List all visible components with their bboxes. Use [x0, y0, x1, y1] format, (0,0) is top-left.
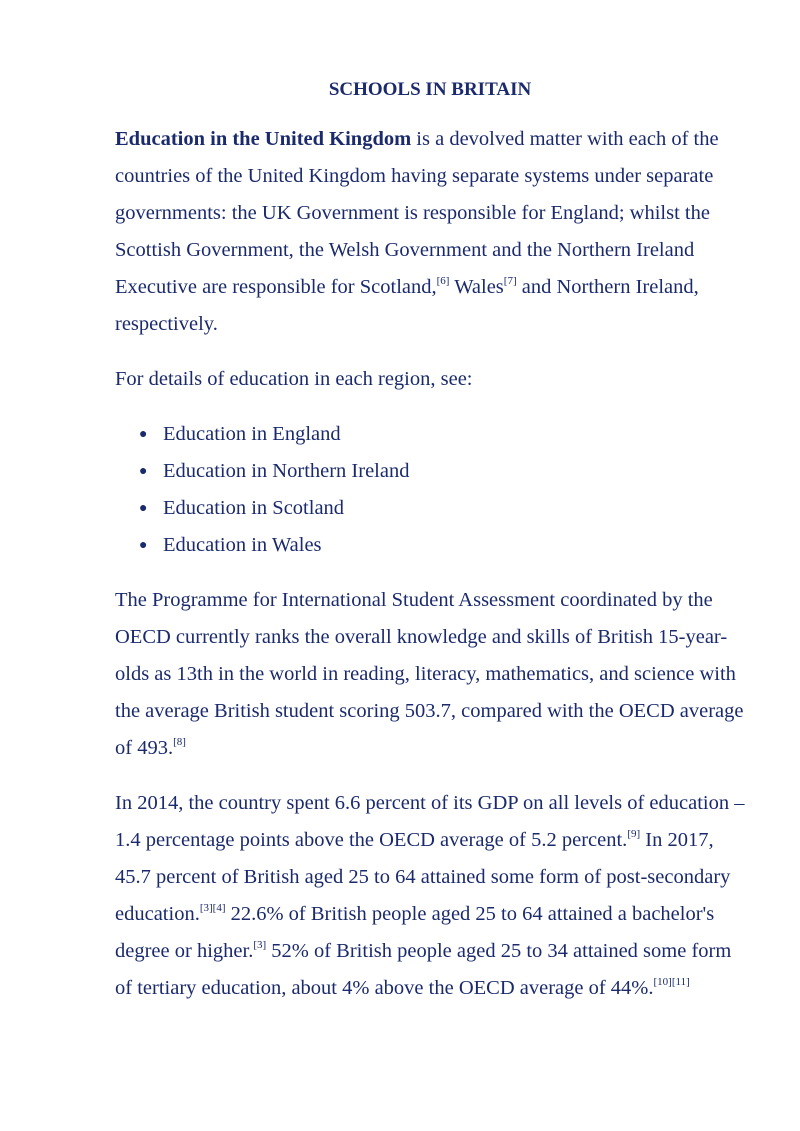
spending-paragraph — [115, 785, 750, 1007]
bullet-icon: ● — [139, 501, 148, 516]
pisa-paragraph — [115, 582, 750, 767]
list-item-label: Education in England — [163, 423, 341, 445]
bold-lead: Education in the United Kingdom — [115, 128, 412, 150]
paragraph-text: and Northern Ireland, respectively. — [115, 276, 699, 335]
paragraph-text: Wales — [449, 276, 504, 298]
list-item — [115, 527, 750, 564]
list-item — [115, 490, 750, 527]
details-paragraph: For details of education in each region, see: — [115, 368, 473, 390]
list-item-label: Education in Scotland — [163, 497, 345, 519]
reference-link[interactable]: [3][4] — [199, 902, 226, 914]
bullet-icon: ● — [139, 464, 148, 479]
intro-paragraph — [115, 121, 750, 343]
reference-link[interactable]: [6] — [436, 275, 450, 287]
list-item — [115, 416, 750, 453]
bullet-icon: ● — [139, 538, 148, 553]
reference-link[interactable]: [3] — [253, 939, 267, 951]
region-list — [115, 416, 750, 564]
paragraph-text: 52% of British people aged 25 to 34 attained some form of tertiary education, about 4% above the OECD average of 44%. — [115, 940, 732, 999]
bullet-icon: ● — [139, 427, 148, 442]
reference-link[interactable]: [7] — [503, 275, 517, 287]
paragraph-text: In 2017, 45.7 percent of British aged 25 to 64 attained some form of post-secondary education. — [115, 829, 731, 925]
list-item-label: Education in Northern Ireland — [163, 460, 410, 482]
page-title: SCHOOLS IN BRITAIN — [328, 79, 532, 100]
document-page — [115, 76, 750, 1025]
paragraph-text: In 2014, the country spent 6.6 percent of its GDP on all levels of education – 1.4 percentage points above the OECD average of 5.2 percent. — [115, 792, 745, 851]
paragraph-text: The Programme for International Student Assessment coordinated by the OECD currently ranks the overall knowledge and skills of British 15-year-olds as 13th in the world in reading, literacy, mathematics, and science with the average British student scoring 503.7, compared with the OECD average of 493. — [115, 589, 744, 759]
reference-link[interactable]: [8] — [173, 736, 186, 748]
paragraph-text: 22.6% of British people aged 25 to 64 attained a bachelor's degree or higher. — [115, 903, 715, 962]
reference-link[interactable]: [9] — [627, 828, 641, 840]
reference-link[interactable]: [10][11] — [653, 976, 690, 988]
list-item-label: Education in Wales — [163, 534, 322, 556]
list-item — [115, 453, 750, 490]
paragraph-text: is a devolved matter with each of the countries of the United Kingdom having separate systems under separate governments: the UK Government is responsible for England; whilst the Scottish Government, the Welsh Government and the Northern Ireland Executive are responsible for Scotland, — [115, 128, 719, 298]
